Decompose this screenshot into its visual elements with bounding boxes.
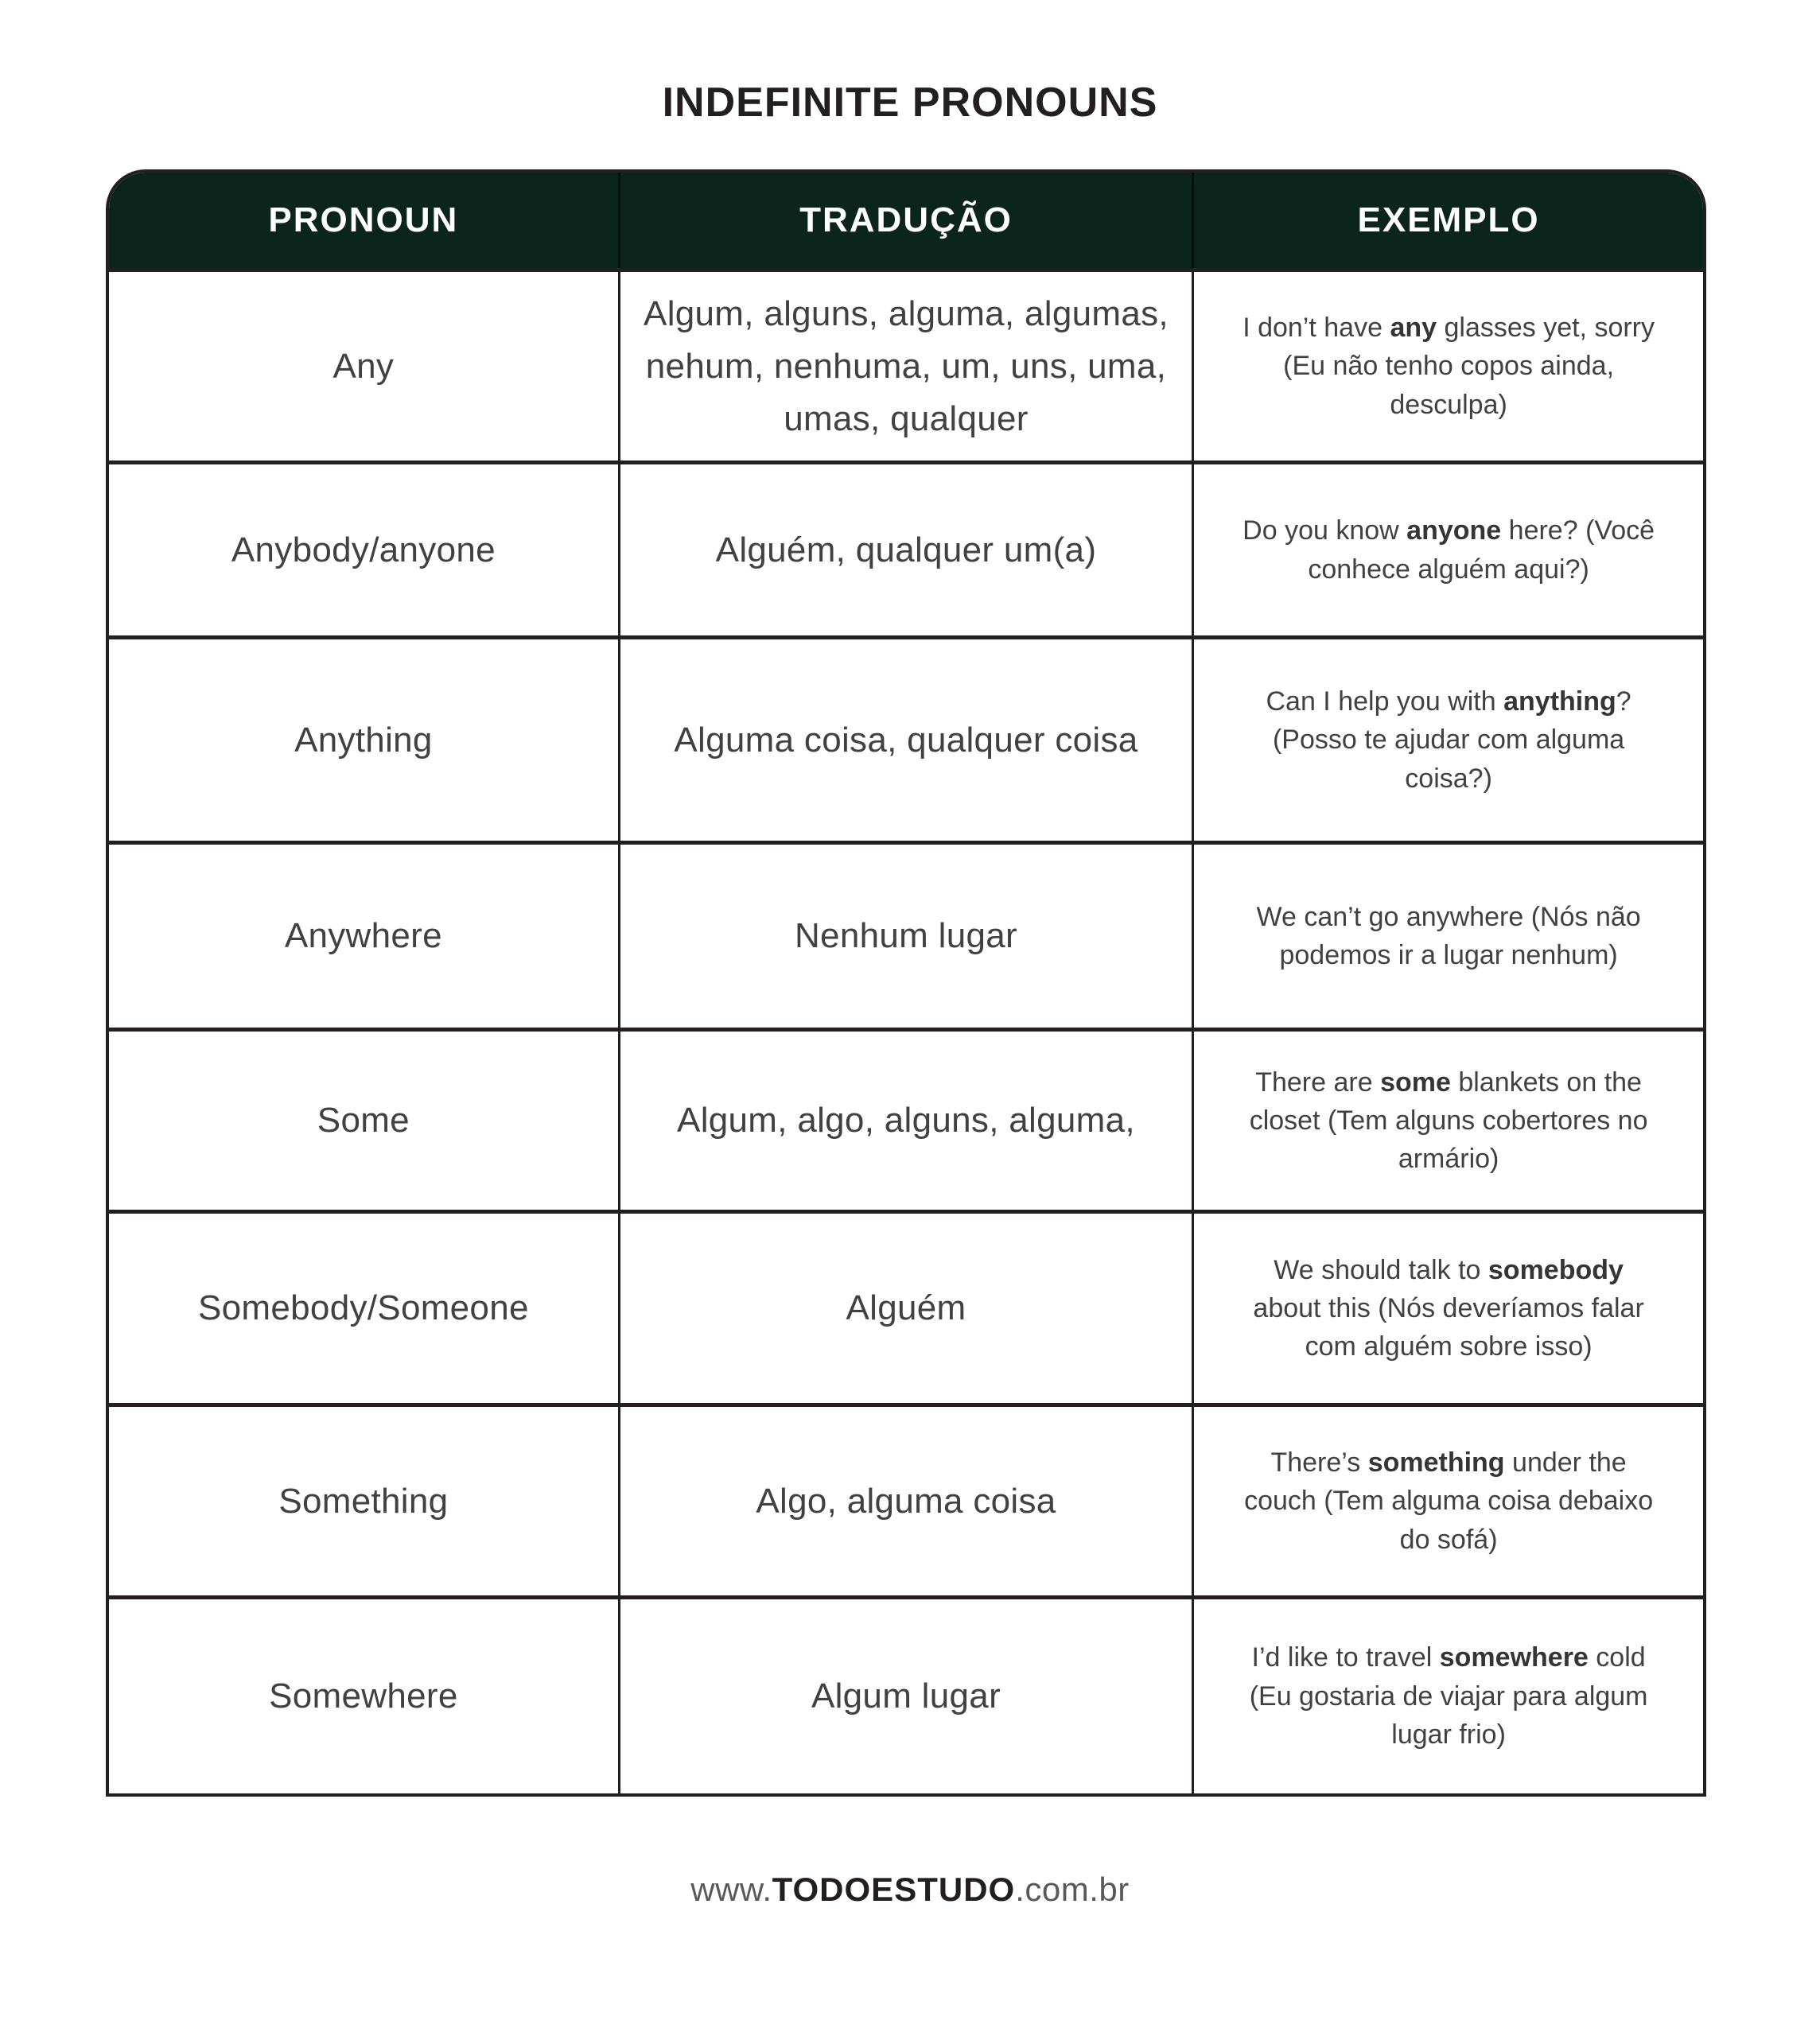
table-row (109, 270, 1703, 463)
table-row (109, 638, 1703, 843)
exemplo-cell: Can I help you with anything? (Posso te ajudar com alguma coisa?) (1193, 638, 1703, 843)
table-row (109, 843, 1703, 1030)
table-row (109, 1212, 1703, 1405)
pronoun-cell: Something (109, 1405, 619, 1598)
column-header-traducao: TRADUÇÃO (619, 173, 1192, 270)
footer-domain: .com.br (1015, 1871, 1130, 1908)
table-body (109, 270, 1703, 1793)
traducao-cell: Algo, alguma coisa (619, 1405, 1192, 1598)
table-row (109, 463, 1703, 638)
pronoun-cell: Anything (109, 638, 619, 843)
table-row (109, 1598, 1703, 1793)
traducao-cell: Algum, alguns, alguma, algumas, nehum, nenhuma, um, uns, uma, umas, qualquer (619, 270, 1192, 463)
pronoun-cell: Anybody/anyone (109, 463, 619, 638)
pronoun-cell: Somewhere (109, 1598, 619, 1793)
pronoun-cell: Anywhere (109, 843, 619, 1030)
traducao-cell: Algum lugar (619, 1598, 1192, 1793)
footer-url (0, 1871, 1820, 1909)
exemplo-cell: We should talk to somebody about this (Nós deveríamos falar com alguém sobre isso) (1193, 1212, 1703, 1405)
traducao-cell: Algum, algo, alguns, alguma, (619, 1030, 1192, 1212)
exemplo-cell: We can’t go anywhere (Nós não podemos ir a lugar nenhum) (1193, 843, 1703, 1030)
exemplo-cell: I’d like to travel somewhere cold (Eu gostaria de viajar para algum lugar frio) (1193, 1598, 1703, 1793)
page-title: INDEFINITE PRONOUNS (662, 79, 1158, 126)
table-row (109, 1030, 1703, 1212)
traducao-cell: Alguém, qualquer um(a) (619, 463, 1192, 638)
exemplo-cell: I don’t have any glasses yet, sorry (Eu não tenho copos ainda, desculpa) (1193, 270, 1703, 463)
pronouns-table-container (106, 169, 1706, 1797)
column-header-exemplo: EXEMPLO (1193, 173, 1703, 270)
exemplo-cell: There’s something under the couch (Tem alguma coisa debaixo do sofá) (1193, 1405, 1703, 1598)
traducao-cell: Nenhum lugar (619, 843, 1192, 1030)
column-header-pronoun: PRONOUN (109, 173, 619, 270)
traducao-cell: Alguma coisa, qualquer coisa (619, 638, 1192, 843)
pronoun-cell: Any (109, 270, 619, 463)
pronouns-table (109, 173, 1703, 1793)
pronoun-cell: Somebody/Someone (109, 1212, 619, 1405)
footer-brand: TODOESTUDO (772, 1871, 1016, 1908)
pronoun-cell: Some (109, 1030, 619, 1212)
table-header-row (109, 173, 1703, 270)
exemplo-cell: Do you know anyone here? (Você conhece alguém aqui?) (1193, 463, 1703, 638)
traducao-cell: Alguém (619, 1212, 1192, 1405)
table-row (109, 1405, 1703, 1598)
footer-www: www. (690, 1871, 772, 1908)
exemplo-cell: There are some blankets on the closet (Tem alguns cobertores no armário) (1193, 1030, 1703, 1212)
